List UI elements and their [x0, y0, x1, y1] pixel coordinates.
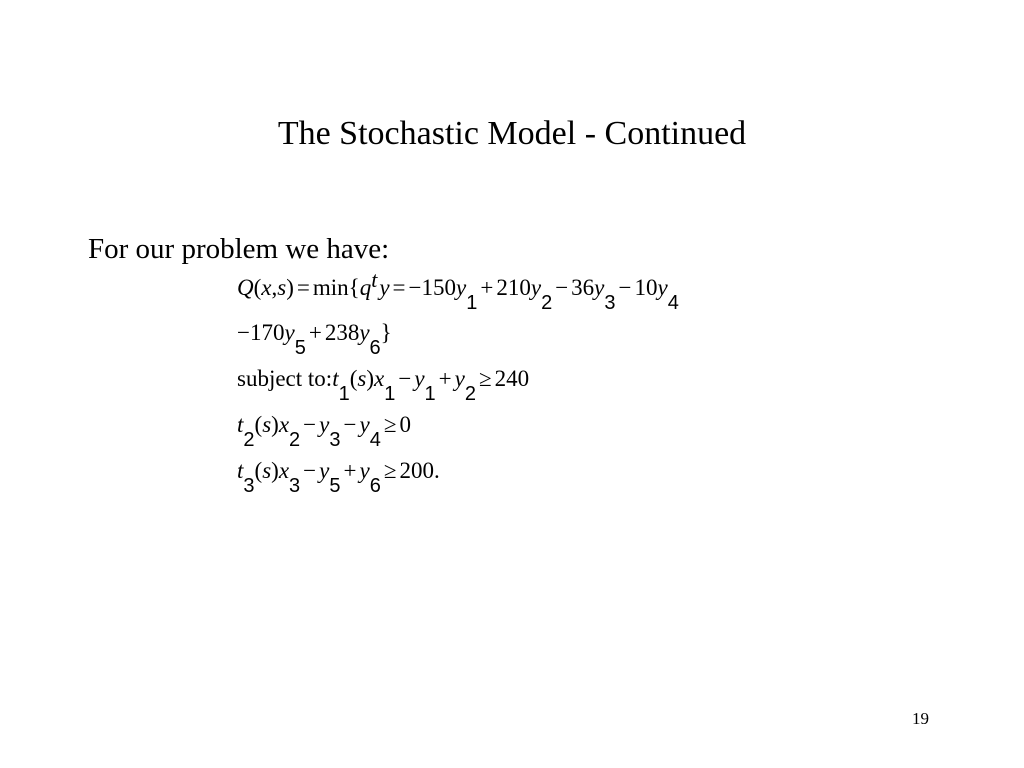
page-number: 19: [912, 709, 929, 728]
q-vector: q: [359, 275, 372, 300]
var-y5: y: [284, 320, 295, 345]
sub-1: 1: [466, 292, 478, 314]
s-variable: s: [357, 366, 367, 391]
var-y6: y: [359, 320, 370, 345]
var-y4: y: [657, 275, 668, 300]
y2-sub: 2: [464, 383, 476, 405]
var-y3: y: [319, 412, 330, 437]
coef-y1: −150: [408, 275, 457, 300]
var-y5: y: [319, 458, 330, 483]
minus-sign: −: [303, 458, 317, 483]
lparen: (: [253, 275, 262, 300]
var-y3: y: [594, 275, 605, 300]
min-operator: min{: [312, 275, 360, 300]
t-coef: t: [332, 366, 339, 391]
transpose-superscript: t: [371, 267, 378, 292]
s-variable: s: [262, 412, 272, 437]
rhs-value: 240: [494, 366, 530, 391]
x-variable: x: [374, 366, 385, 391]
minus-sign-2: −: [343, 412, 357, 437]
x-sub: 1: [384, 383, 396, 405]
s-variable: s: [277, 275, 287, 300]
coef-y3: 36: [571, 275, 595, 300]
sub-4: 4: [667, 292, 679, 314]
y3-sub: 3: [329, 429, 341, 451]
var-y6: y: [359, 458, 370, 483]
x-variable: x: [278, 412, 290, 437]
objective-equation-line-2: [237, 318, 392, 359]
sub-2: 2: [541, 292, 553, 314]
y5-sub: 5: [329, 475, 341, 497]
sub-3: 3: [604, 292, 616, 314]
t-coef: t: [237, 458, 244, 483]
equals-sign-2: =: [392, 275, 406, 300]
rparen: ): [271, 458, 279, 483]
subject-to-label: subject to:: [237, 366, 333, 391]
minus-sign: −: [555, 275, 569, 300]
lparen: (: [254, 458, 263, 483]
coef-y6: 238: [324, 320, 360, 345]
y-vector: y: [379, 275, 390, 300]
objective-equation-line-1: [237, 267, 679, 314]
y4-sub: 4: [369, 429, 381, 451]
minus-sign-2: −: [618, 275, 632, 300]
plus-sign: +: [438, 366, 452, 391]
geq-sign: ≥: [383, 458, 397, 483]
close-brace: }: [380, 320, 392, 345]
var-y2: y: [454, 366, 465, 391]
minus-sign: −: [303, 412, 317, 437]
rparen: ): [271, 412, 279, 437]
sub-6: 6: [369, 337, 381, 359]
geq-sign: ≥: [383, 412, 397, 437]
y1-sub: 1: [424, 383, 436, 405]
Q-symbol: Q: [237, 275, 254, 300]
lparen: (: [254, 412, 263, 437]
geq-sign: ≥: [479, 366, 492, 391]
coef-y5: −170: [237, 320, 285, 345]
x-variable: x: [261, 275, 272, 300]
rhs-value: 0: [399, 412, 411, 437]
constraint-2: [237, 410, 411, 451]
constraint-3: [237, 456, 440, 497]
t-sub: 2: [243, 429, 255, 451]
minus-sign: −: [398, 366, 412, 391]
rhs-value: 200.: [399, 458, 440, 483]
plus-sign: +: [308, 320, 322, 345]
coef-y4: 10: [634, 275, 658, 300]
sub-5: 5: [294, 337, 306, 359]
s-variable: s: [262, 458, 272, 483]
t-coef: t: [237, 412, 244, 437]
rparen: ): [286, 275, 294, 300]
equals-sign: =: [296, 275, 310, 300]
x-sub: 3: [289, 475, 301, 497]
var-y2: y: [530, 275, 542, 300]
coef-y2: 210: [496, 275, 531, 300]
t-sub: 3: [243, 475, 255, 497]
plus-sign: +: [343, 458, 357, 483]
constraint-1: [237, 364, 530, 405]
y6-sub: 6: [369, 475, 381, 497]
x-variable: x: [278, 458, 290, 483]
var-y1: y: [414, 366, 425, 391]
lparen: (: [349, 366, 358, 391]
plus-sign: +: [480, 275, 494, 300]
t-sub: 1: [338, 383, 350, 405]
comma: ,: [271, 275, 278, 300]
var-y4: y: [359, 412, 370, 437]
rparen: ): [366, 366, 374, 391]
intro-text: For our problem we have:: [88, 233, 390, 265]
x-sub: 2: [289, 429, 301, 451]
var-y1: y: [456, 275, 467, 300]
slide-title: The Stochastic Model - Continued: [277, 115, 747, 152]
